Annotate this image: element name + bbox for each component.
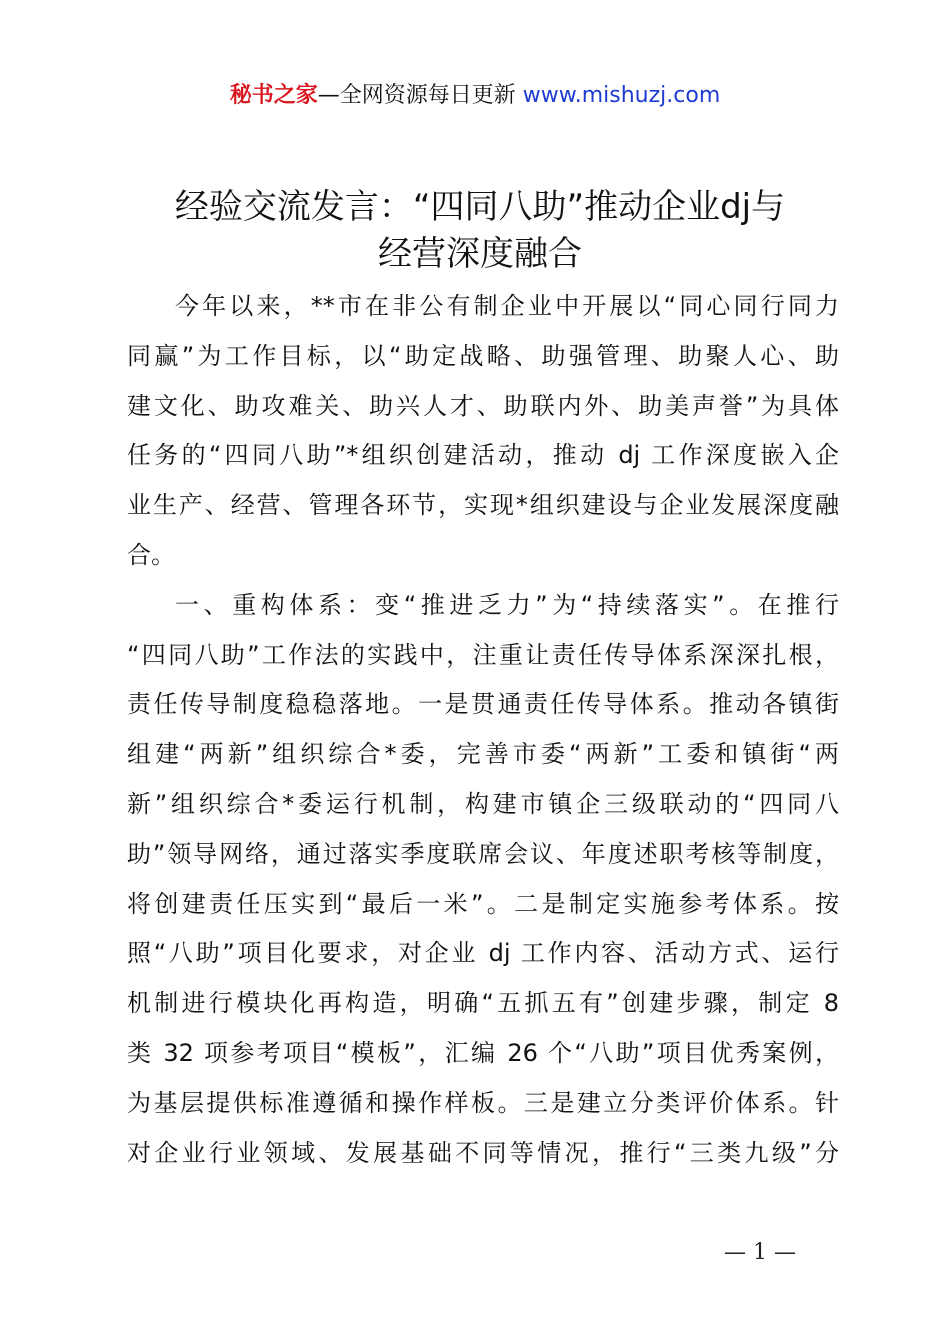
title-line: 经营深度融合 [378,234,582,274]
paragraph-2-line-7: 将创建责任压实到“最后一米”。二是制定实施参考体系。按 [127,889,839,918]
paragraph-2-line-4: 组建“两新”组织综合*委，完善市委“两新”工委和镇街“两 [127,740,839,769]
paragraph-2-line-1: 一、重构体系：变“推进乏力”为“持续落实”。在推行 [175,590,839,619]
site-url-link[interactable]: www.mishuzj.com [522,83,721,108]
paragraph-2-line-5: 新”组织综合*委运行机制，构建市镇企三级联动的“四同八 [127,789,839,818]
header-tagline: —全网资源每日更新 [317,83,523,108]
paragraph-2-line-12: 对企业行业领域、发展基础不同等情况，推行“三类九级”分 [127,1138,839,1167]
paragraph-1-line-6: 合。 [127,540,175,569]
paragraph-1-line-5: 业生产、经营、管理各环节，实现*组织建设与企业发展深度融 [127,491,839,520]
title-line: 经验交流发言：“四同八助”推动企业dj与 [174,187,786,227]
paragraph-2-line-2: “四同八助”工作法的实践中，注重让责任传导体系深深扎根， [127,640,839,669]
paragraph-2-line-8: 照“八助”项目化要求，对企业 dj 工作内容、活动方式、运行 [127,939,839,968]
paragraph-1-line-1: 今年以来，**市在非公有制企业中开展以“同心同行同力 [175,292,839,320]
paragraph-2-line-10: 类 32 项参考项目“模板”，汇编 26 个“八助”项目优秀案例， [127,1038,839,1067]
paragraph-1-line-3: 建文化、助攻难关、助兴人才、助联内外、助美声誉”为具体 [127,391,839,420]
paragraph-2-line-9: 机制进行模块化再构造，明确“五抓五有”创建步骤，制定 8 [127,989,839,1018]
paragraph-1-line-2: 同赢”为工作目标，以“助定战略、助强管理、助聚人心、助 [127,341,839,370]
brand-name: 秘书之家 [229,83,318,108]
page-number: — 1 — [724,1240,796,1265]
paragraph-2-line-3: 责任传导制度稳稳落地。一是贯通责任传导体系。推动各镇街 [127,690,839,719]
paragraph-1-line-4: 任务的“四同八助”*组织创建活动，推动 dj 工作深度嵌入企 [127,441,839,470]
document-body [127,282,839,1178]
paragraph-2-line-6: 助”领导网络，通过落实季度联席会议、年度述职考核等制度， [127,839,839,868]
site-header [0,80,950,112]
paragraph-2-line-11: 为基层提供标准遵循和操作样板。三是建立分类评价体系。针 [127,1088,839,1117]
document-title [120,184,840,278]
